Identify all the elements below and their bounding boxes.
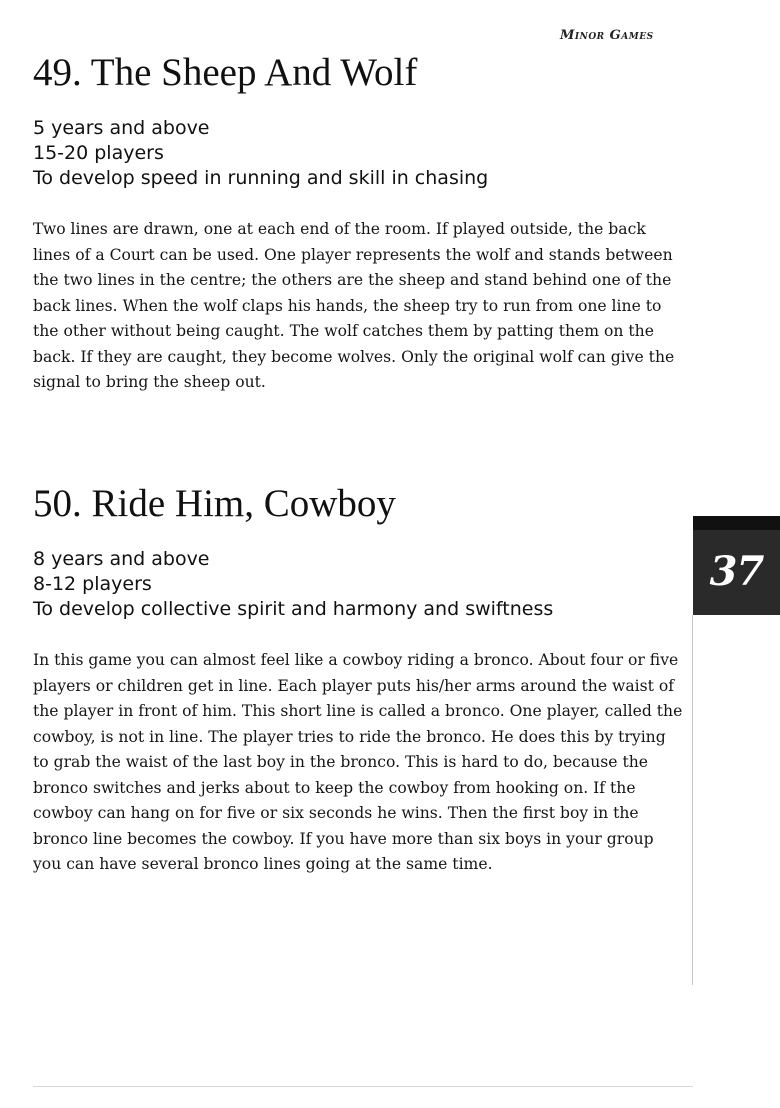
game-title: 50. Ride Him, Cowboy [33, 482, 396, 525]
game-title: 49. The Sheep And Wolf [33, 51, 418, 94]
player-count: 15-20 players [33, 142, 164, 164]
side-divider [692, 615, 693, 985]
game-meta [33, 116, 683, 191]
game-objective: To develop collective spirit and harmony and swiftness [33, 598, 554, 620]
game-description: In this game you can almost feel like a cowboy riding a bronco. About four or five players or children get in line. Each player puts his/her arms around the waist of the player in front of him. This short line is called a bronco. One player, called the cowboy, is not in line. The player tries to ride the bronco. He does this by trying to grab the waist of the last boy in the bronco. This is hard to do, because the bronco switches and jerks about to keep the cowboy from hooking on. If the cowboy can hang on for five or six seconds he wins. Then the first boy in the bronco line becomes the cowboy. If you have more than six boys in your group you can have several bronco lines going at the same time. [33, 651, 683, 873]
bottom-divider [33, 1086, 693, 1087]
tab-stripe [693, 516, 780, 530]
running-header: Minor Games [560, 28, 654, 43]
game-description: Two lines are drawn, one at each end of the room. If played outside, the back lines of a Court can be used. One player represents the wolf and stands between the two lines in the centre; the others are the sheep and stand behind one of the back lines. When the wolf claps his hands, the sheep try to run from one line to the other without being caught. The wolf catches them by patting them on the back. If they are caught, they become wolves. Only the original wolf can give the signal to bring the sheep out. [33, 220, 675, 391]
game-section-49 [33, 50, 683, 411]
page-number: 37 [709, 548, 764, 595]
age-requirement: 8 years and above [33, 548, 210, 570]
game-section-50 [33, 481, 683, 893]
age-requirement: 5 years and above [33, 117, 210, 139]
page-number-tab [693, 516, 780, 615]
game-meta [33, 547, 683, 622]
player-count: 8-12 players [33, 573, 152, 595]
game-objective: To develop speed in running and skill in chasing [33, 167, 489, 189]
